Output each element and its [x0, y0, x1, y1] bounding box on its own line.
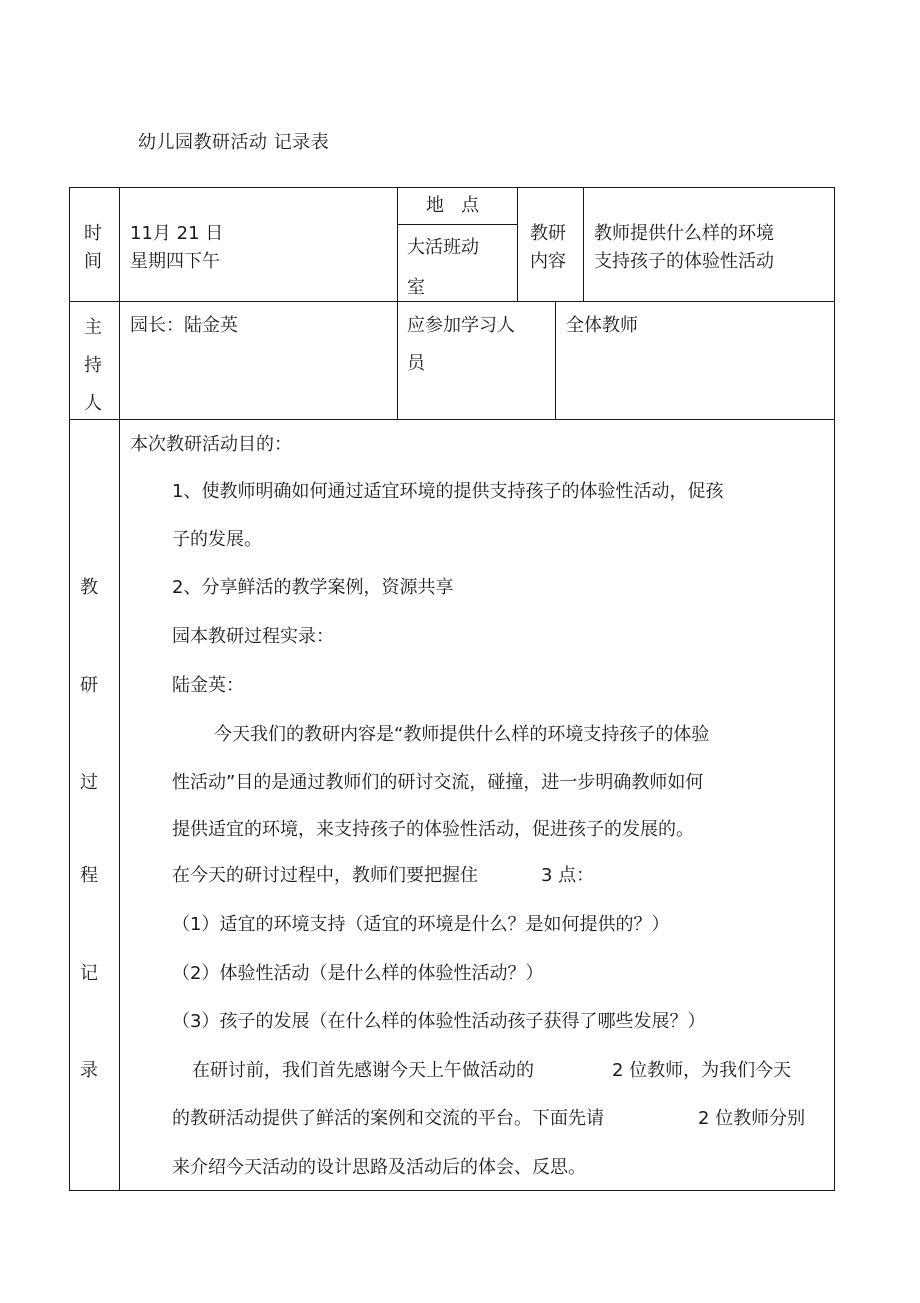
point-2: （2）体验性活动（是什么样的体验性活动？）	[172, 963, 544, 984]
table-divider-row2	[69, 419, 835, 420]
row1-divider-b	[517, 187, 518, 302]
attendees-label-line2: 员	[407, 353, 425, 374]
location-value-line2: 室	[407, 277, 425, 298]
time-label-char1: 时	[84, 223, 102, 244]
topic-label	[530, 224, 566, 272]
speech-line3: 提供适宜的环境，来支持孩子的体验性活动，促进孩子的发展的。	[172, 819, 694, 840]
date-value: 11月 21 日	[130, 223, 224, 244]
topic-value-line1: 教师提供什么样的环境	[594, 223, 774, 244]
page-title: 幼儿园教研活动 记录表	[138, 132, 330, 153]
point-1: （1）适宜的环境支持（适宜的环境是什么？是如何提供的？）	[172, 914, 670, 935]
location-value-line1: 大活班动	[407, 237, 479, 258]
process-label-char6: 录	[80, 1060, 98, 1081]
row2-divider-a	[397, 301, 398, 420]
host-label-char1: 主	[84, 317, 102, 338]
purpose-heading: 本次教研活动目的：	[130, 434, 292, 455]
topic-label-line1: 教研	[530, 223, 566, 244]
process-label-char5: 记	[80, 963, 98, 984]
record-heading: 园本教研过程实录：	[172, 626, 334, 647]
host-label-char3: 人	[84, 393, 102, 414]
host-value: 园长：陆金英	[130, 315, 238, 336]
topic-value-line2: 支持孩子的体验性活动	[594, 251, 774, 272]
row2-divider-b	[555, 301, 556, 420]
speech-line4-b: 3 点：	[541, 865, 595, 886]
table-border-right	[834, 187, 835, 1191]
thanks-line2-a: 的教研活动提供了鲜活的案例和交流的平台。下面先请	[172, 1108, 604, 1129]
goal-1-line2: 子的发展。	[172, 529, 262, 550]
topic-label-line2: 内容	[530, 251, 566, 272]
process-label-char3: 过	[80, 772, 98, 793]
thanks-line3: 来介绍今天活动的设计思路及活动后的体会、反思。	[172, 1157, 586, 1178]
speaker-name: 陆金英：	[172, 675, 244, 696]
location-header-divider	[397, 224, 518, 225]
time-label	[84, 224, 102, 272]
table-border-bottom	[69, 1190, 835, 1191]
point-3: （3）孩子的发展（在什么样的体验性活动孩子获得了哪些发展？）	[172, 1011, 706, 1032]
attendees-label-line1: 应参加学习人	[407, 315, 515, 336]
table-divider-row1	[69, 301, 835, 302]
goal-2: 2、分享鲜活的教学案例，资源共享	[172, 577, 454, 598]
host-label	[84, 318, 102, 414]
thanks-line1-a: 在研讨前，我们首先感谢今天上午做活动的	[192, 1060, 534, 1081]
goal-1-line1: 1、使教师明确如何通过适宜环境的提供支持孩子的体验性活动，促孩	[172, 481, 724, 502]
speech-line4-a: 在今天的研讨过程中，教师们要把握住	[172, 865, 478, 886]
location-header: 地 点	[426, 195, 480, 216]
speech-line1: 今天我们的教研内容是“教师提供什么样的环境支持孩子的体验	[214, 724, 710, 745]
host-label-char2: 持	[84, 355, 102, 376]
table-border-left	[69, 187, 70, 1191]
table-border-top	[69, 187, 835, 188]
weekday-value: 星期四下午	[130, 251, 220, 272]
speech-line2: 性活动”目的是通过教师们的研讨交流，碰撞，进一步明确教师如何	[172, 772, 704, 793]
process-label-char2: 研	[80, 675, 98, 696]
thanks-line2-b: 2 位教师分别	[698, 1108, 806, 1129]
attendees-value: 全体教师	[566, 315, 638, 336]
row1-divider-a	[397, 187, 398, 302]
thanks-line1-b: 2 位教师，为我们今天	[612, 1060, 792, 1081]
row1-divider-c	[583, 187, 584, 302]
process-label-char4: 程	[80, 865, 98, 886]
time-label-char2: 间	[84, 251, 102, 272]
process-label-char1: 教	[80, 577, 98, 598]
label-column-divider	[119, 187, 120, 1191]
